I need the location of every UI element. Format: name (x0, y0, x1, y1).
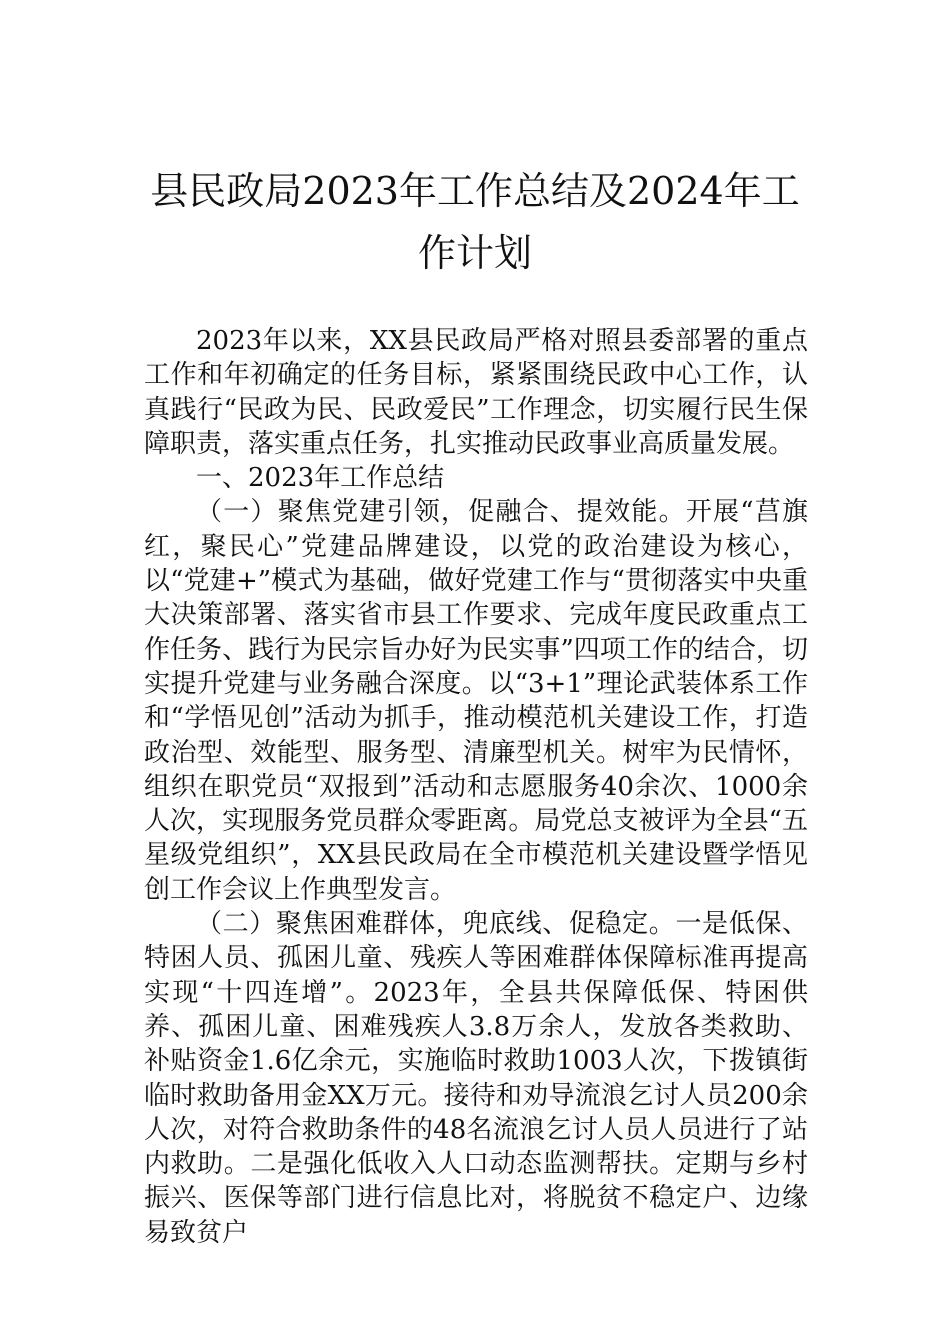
section-heading: 一、2023年工作总结 (196, 463, 445, 494)
document-title: 县民政局2023年工作总结及2024年工作计划 (150, 169, 800, 275)
vulnerable-groups-paragraph: （二）聚焦困难群体，兜底线、促稳定。一是低保、特困人员、孤困儿童、残疾人等困难群体保障标准再提高实现“十四连增”。2023年，全县共保障低保、特困供养、孤困儿童、困难残疾人3.8万余人，发放各类救助、补贴资金1.6亿余元，实施临时救助1003人次，下拨镇街临时救助备用金XX万元。接待和劝导流浪乞讨人员200余人次，对符合救助条件的48名流浪乞讨人员人员进行了站内救助。二是强化低收入人口动态监测帮扶。定期与乡村振兴、医保等部门进行信息比对，将脱贫不稳定户、边缘易致贫户 (144, 909, 808, 1248)
intro-paragraph: 2023年以来，XX县民政局严格对照县委部署的重点工作和年初确定的任务目标，紧紧围绕民政中心工作，认真践行“民政为民、民政爱民”工作理念，切实履行民生保障职责，落实重点任务，扎实推动民政事业高质量发展。 (144, 326, 808, 459)
document-body (144, 324, 808, 1250)
party-building-paragraph: （一）聚焦党建引领，促融合、提效能。开展“莒旗红，聚民心”党建品牌建设，以党的政治建设为核心，以“党建+”模式为基础，做好党建工作与“贯彻落实中央重大决策部署、落实省市县工作要求、完成年度民政重点工作任务、践行为民宗旨办好为民实事”四项工作的结合，切实提升党建与业务融合深度。以“3+1”理论武装体系工作和“学悟见创”活动为抓手，推动模范机关建设工作，打造政治型、效能型、服务型、清廉型机关。树牢为民情怀，组织在职党员“双报到”活动和志愿服务40余次、1000余人次，实现服务党员群众零距离。局党总支被评为全县“五星级党组织”，XX县民政局在全市模范机关建设暨学悟见创工作会议上作典型发言。 (144, 497, 808, 905)
